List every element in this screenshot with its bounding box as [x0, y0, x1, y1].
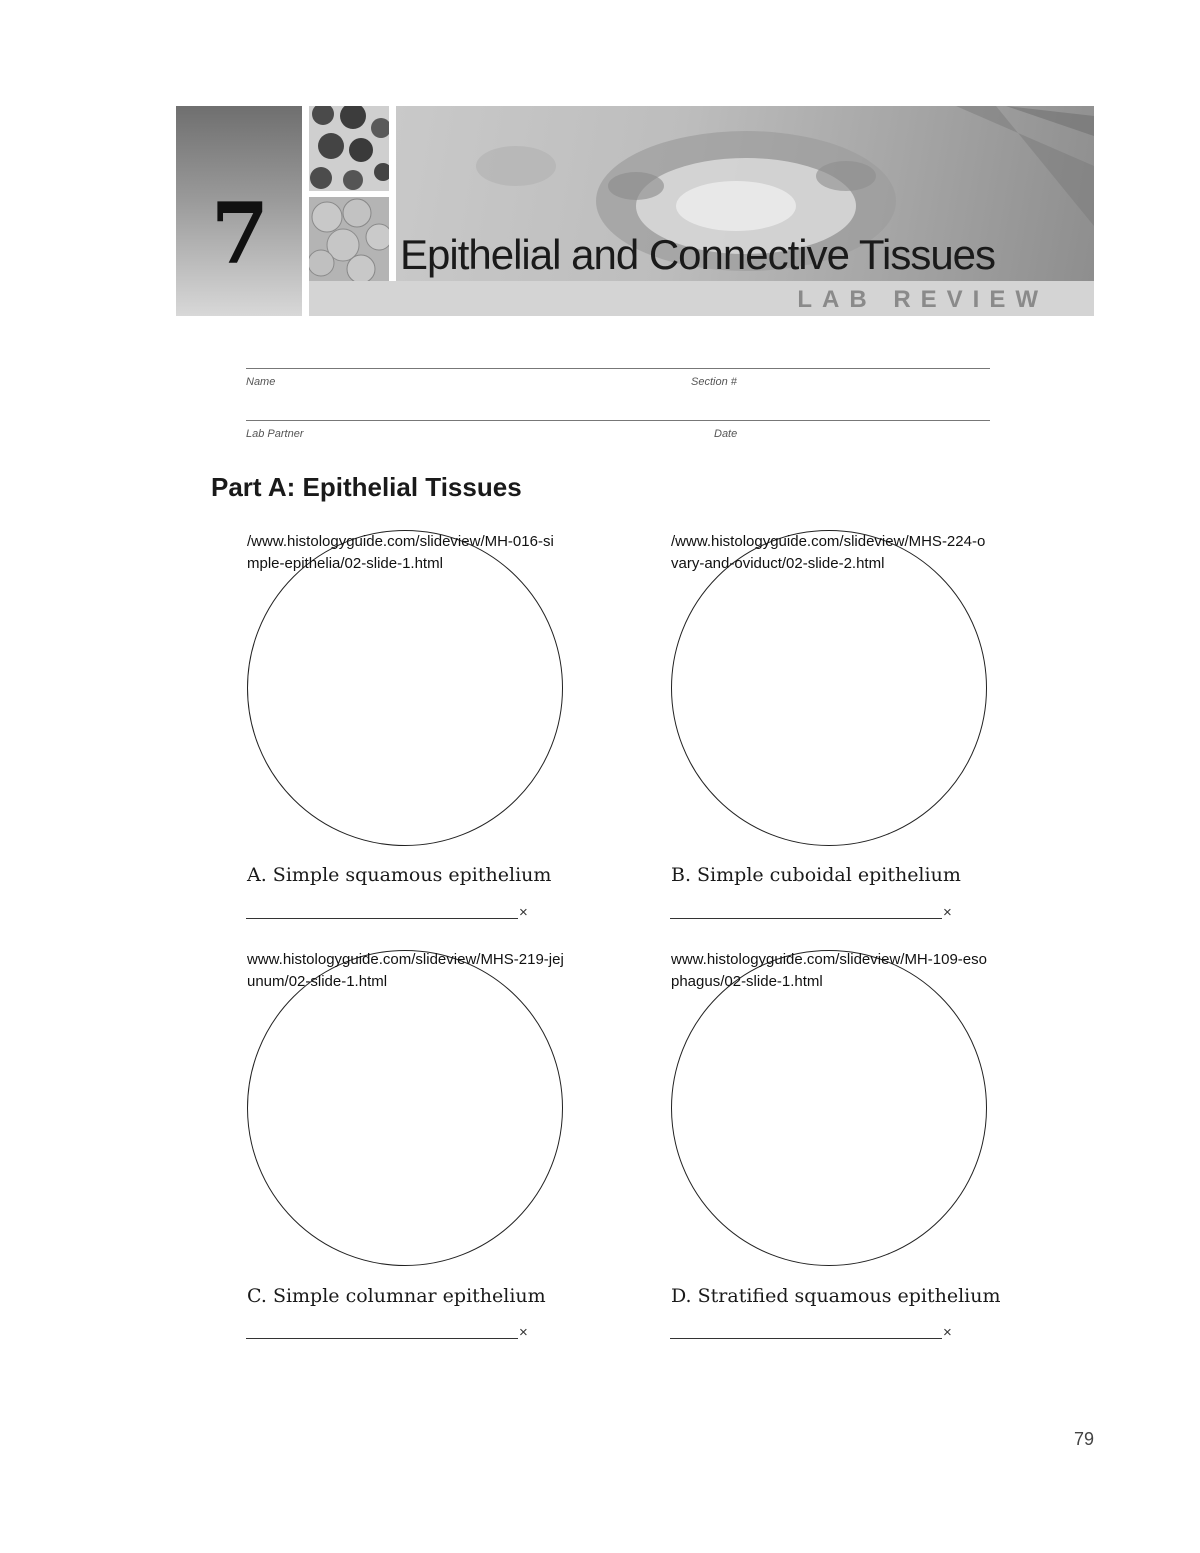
close-icon[interactable]: × [943, 904, 952, 921]
answer-line-d[interactable] [670, 1338, 942, 1339]
chapter-number-block [176, 106, 302, 316]
slide-link-d[interactable]: www.histologyguide.com/slideview/MH-109-esophagus/02-slide-1.html [671, 951, 987, 990]
answer-line-a[interactable] [246, 918, 518, 919]
blood-cells-thumbnail [309, 106, 389, 191]
drawing-circle-b[interactable] [671, 530, 987, 846]
slide-link-b[interactable]: /www.histologyguide.com/slideview/MHS-224-ovary-and-oviduct/02-slide-2.html [671, 533, 986, 572]
drawing-circle-d[interactable] [671, 950, 987, 1266]
page-number: 79 [1073, 1429, 1094, 1449]
chapter-title: Epithelial and Connective Tissues [400, 231, 996, 278]
caption-c: C. Simple columnar epithelium [247, 1285, 546, 1307]
chapter-number: 7 [210, 184, 268, 283]
drawing-circle-a[interactable] [247, 530, 563, 846]
answer-line-c[interactable] [246, 1338, 518, 1339]
slide-link-c[interactable]: www.histologyguide.com/slideview/MHS-219-jejunum/02-slide-1.html [247, 951, 564, 990]
name-label: Name [246, 376, 276, 388]
lab-partner-label: Lab Partner [246, 428, 304, 440]
name-section-field-line[interactable] [246, 368, 990, 369]
close-icon[interactable]: × [943, 1324, 952, 1341]
date-label: Date [714, 428, 738, 440]
partner-date-field-line[interactable] [246, 420, 990, 421]
cartilage-image [309, 197, 389, 281]
section-heading: Part A: Epithelial Tissues [211, 472, 522, 502]
slide-link-a[interactable]: /www.histologyguide.com/slideview/MH-016-simple-epithelia/02-slide-1.html [247, 533, 554, 572]
section-label: Section # [691, 376, 737, 388]
close-icon[interactable]: × [519, 904, 528, 921]
close-icon[interactable]: × [519, 1324, 528, 1341]
caption-d: D. Stratified squamous epithelium [671, 1285, 1001, 1307]
caption-a: A. Simple squamous epithelium [247, 864, 552, 886]
answer-line-b[interactable] [670, 918, 942, 919]
blood-cells-image [309, 106, 389, 191]
lab-review-subtitle: LAB REVIEW [797, 286, 1048, 313]
caption-b: B. Simple cuboidal epithelium [671, 864, 961, 886]
cartilage-thumbnail [309, 197, 389, 281]
drawing-circle-c[interactable] [247, 950, 563, 1266]
